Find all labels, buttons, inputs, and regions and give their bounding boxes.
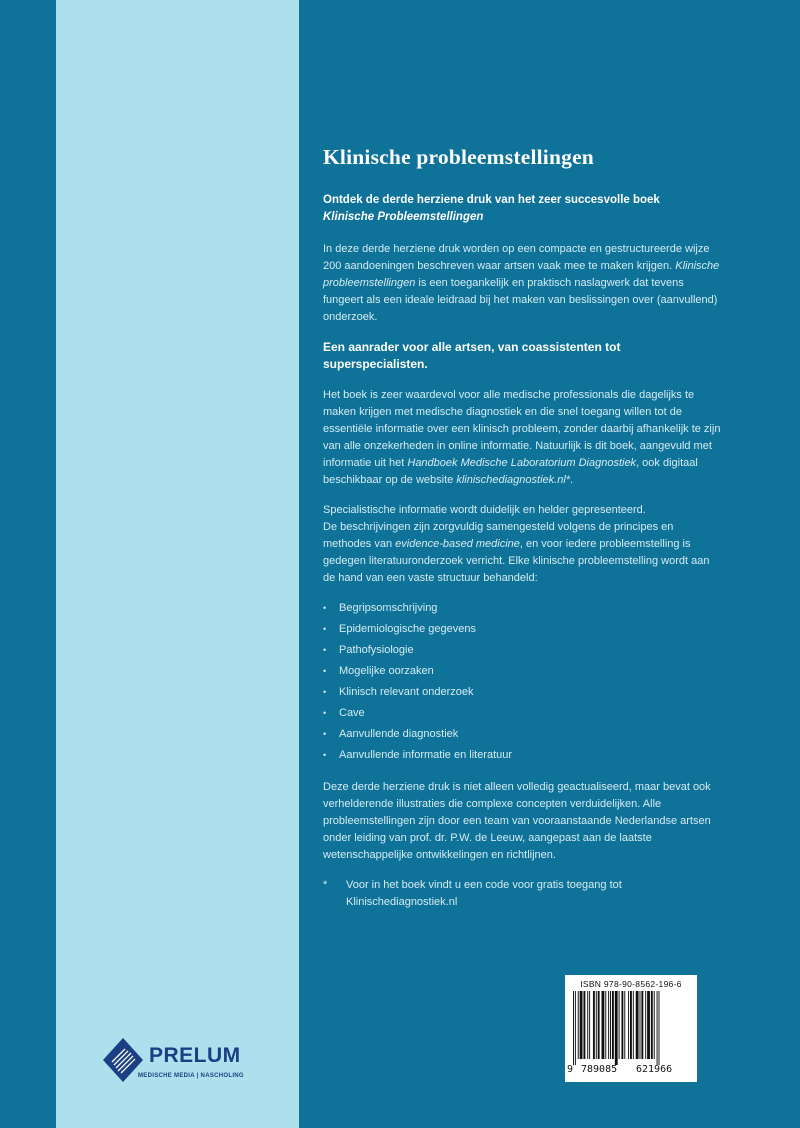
isbn-barcode [565,975,697,1082]
recommendation-heading: Een aanrader voor alle artsen, van coassistenten tot superspecialisten. [323,340,621,371]
barcode-bar [602,991,605,1059]
value-text-c: . [570,474,574,486]
barcode-bar [593,991,595,1059]
method-paragraph [323,502,723,587]
website-name: klinischediagnostiek.nl* [456,474,571,486]
barcode-bar [654,991,655,1059]
barcode-bar [573,991,574,1065]
intro-paragraph [323,241,723,326]
barcode-bar [596,991,597,1059]
barcode-bar [575,991,576,1065]
book-title: Klinische probleemstellingen [323,145,594,169]
list-item: • Cave [323,705,723,722]
barcode-bar [624,991,625,1059]
barcode-bar [598,991,600,1059]
barcode-bar [610,991,611,1059]
barcode-bar [619,991,620,1059]
list-item: • Epidemiologische gegevens [323,621,723,638]
barcode-bar [580,991,583,1059]
list-item: • Pathofysiologie [323,642,723,659]
list-item: • Mogelijke oorzaken [323,663,723,680]
barcode-bar [612,991,614,1059]
logo-wordmark: PRELUM [149,1044,241,1067]
prelum-logo [103,1038,253,1088]
light-blue-stripe [56,0,299,1128]
barcode-bar [633,991,634,1059]
barcode-bars [573,991,691,1065]
barcode-bar [621,991,623,1059]
barcode-bar [630,991,632,1059]
intro-book-name: Klinische probleemstellingen [323,260,720,289]
footnote [323,877,723,911]
value-text-a: Het boek is zeer waardevol voor alle medische professionals die dagelijks te maken krijgen met medische diagnostiek en die snel toegang willen tot de essentiële informatie over een klinisch probleem, zonder daarbij afhankelijk te zijn van alle onzekerheden in online informatie. Natuurlijk is dit boek, aangevuld met informatie uit het [323,389,721,469]
barcode-bar [659,991,660,1065]
list-item: • Aanvullende diagnostiek [323,726,723,743]
barcode-bar [589,991,590,1059]
list-item: • Begripsomschrijving [323,600,723,617]
footnote-mark: * [323,879,328,891]
footnote-text: Voor in het boek vindt u een code voor gratis toegang tot Klinischediagnostiek.nl [346,879,622,908]
handbook-name: Handboek Medische Laboratorium Diagnostiek [407,457,637,469]
barcode-bar [578,991,579,1059]
value-text-b: , ook digitaal beschikbaar op de website [323,457,698,486]
barcode-bar [640,991,641,1059]
list-item: • Klinisch relevant onderzoek [323,684,723,701]
barcode-bar [608,991,609,1059]
barcode-bar [583,991,585,1059]
barcode-bar [641,991,643,1059]
barcode-bar [605,991,606,1059]
closing-paragraph: Deze derde herziene druk is niet alleen volledig geactualiseerd, maar bevat ook verhelderende illustraties die complexe concepten verduidelijken. Alle probleemstellingen zijn door een team van vooraanstaande Nederlandse artsen onder leiding van prof. dr. P.W. de Leeuw, aangepast aan de laatste wetenschappelijke ontwikkelingen en richtlijnen. [323,781,711,861]
left-edge-band [0,0,56,1128]
subtitle [323,192,723,226]
method-text-a: De beschrijvingen zijn zorgvuldig samengesteld volgens de principes en methodes van [323,521,674,550]
barcode-bar [628,991,629,1059]
barcode-bar [647,991,650,1059]
ebm-term: evidence-based medicine [395,538,520,550]
subtitle-line-2: Klinische Probleemstellingen [323,211,484,223]
barcode-digit-first: 9 [567,1064,574,1075]
method-line-1: Specialistische informatie wordt duidelijk en helder gepresenteerd. [323,504,646,516]
isbn-number: ISBN 978-90-8562-196-6 [580,979,682,989]
method-text-b: , en voor iedere probleemstelling is gedegen literatuuronderzoek verricht. Elke klinische probleemstelling wordt aan de hand van een vaste structuur behandeld: [323,538,710,584]
barcode-bar [657,991,658,1065]
barcode-bar [636,991,639,1059]
barcode-bar [645,991,646,1059]
logo-tagline: MEDISCHE MEDIA | NASCHOLING [138,1073,244,1079]
list-item: • Aanvullende informatie en literatuur [323,747,723,764]
intro-text-b: is een toegankelijk en praktisch naslagwerk dat tevens fungeert als een ideale leidraad bij het maken van beslissingen over (aanvullend) onderzoek. [323,277,718,323]
barcode-bar [651,991,653,1059]
barcode-bar [615,991,618,1065]
subtitle-line-1: Ontdek de derde herziene druk van het zeer succesvolle boek [323,194,660,206]
back-cover-text [323,138,723,911]
barcode-bar [587,991,588,1059]
prelum-logo-icon [103,1038,143,1082]
barcode-digits-left: 789085 [581,1064,618,1075]
structure-list [323,600,723,764]
value-paragraph [323,387,723,489]
intro-text-a: In deze derde herziene druk worden op een compacte en gestructureerde wijze 200 aandoeningen beschreven waar artsen vaak mee te maken krijgen. [323,243,710,272]
barcode-digits-right: 621966 [636,1064,673,1075]
